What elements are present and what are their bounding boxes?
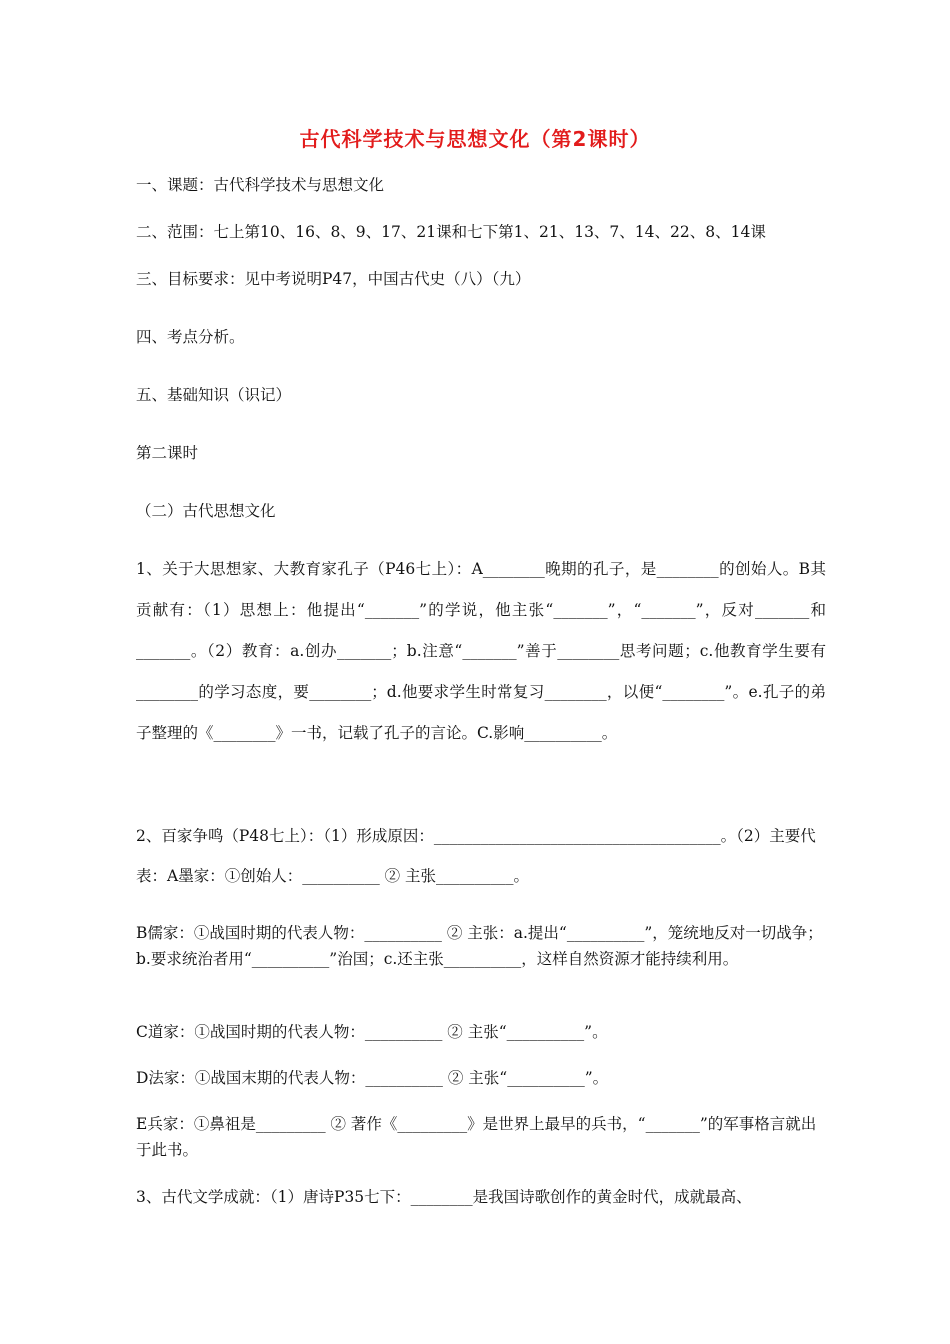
question-2-confucianism: B儒家：①战国时期的代表人物：__________ ② 主张：a.提出“__________”，笼统地反对一切战争；b.要求统治者用“__________”治国；c.还主张__________，这样自然资源才能持续利用。 (136, 924, 823, 968)
section-scope: 二、范围：七上第10、16、8、9、17、21课和七下第1、21、13、7、14、22、8、14课 (136, 223, 766, 241)
lesson-label: 第二课时 (136, 444, 199, 462)
subsection-heading: （二）古代思想文化 (136, 502, 276, 520)
question-2-taoism: C道家：①战国时期的代表人物：__________ ② 主张“__________”。 (136, 1023, 608, 1041)
question-1: 1、关于大思想家、大教育家孔子（P46七上）：A________晚期的孔子，是________的创始人。B其贡献有：（1）思想上：他提出“_______”的学说，他主张“_______”，“_______”，反对_______和_______。（2）教育：a.创办_______；b.注意“_______”善于________思考问题；c.他教育学生要有________的学习态度，要________；d.他要求学生时常复习________，以便“________”。e.孔子的弟子整理的《________》一书，记载了孔子的言论。C.影响__________。 (136, 560, 826, 742)
question-3: 3、古代文学成就：（1）唐诗P35七下：________是我国诗歌创作的黄金时代，成就最高、 (136, 1188, 752, 1206)
section-topic: 一、课题：古代科学技术与思想文化 (136, 176, 385, 194)
question-2-military: E兵家：①鼻祖是_________ ② 著作《_________》是世界上最早的兵书，“_______”的军事格言就出于此书。 (136, 1115, 817, 1159)
question-2-intro: 2、百家争鸣（P48七上）：（1）形成原因：_____________________________________。（2）主要代表：A墨家：①创始人：__________ ② 主张__________。 (136, 827, 816, 885)
document-title: 古代科学技术与思想文化（第2课时） (299, 127, 651, 151)
section-analysis: 四、考点分析。 (136, 328, 245, 346)
section-basics: 五、基础知识（识记） (136, 386, 292, 404)
section-objectives: 三、目标要求：见中考说明P47，中国古代史（八）（九） (136, 270, 531, 288)
question-2-legalism: D法家：①战国末期的代表人物：__________ ② 主张“__________”。 (136, 1069, 609, 1087)
